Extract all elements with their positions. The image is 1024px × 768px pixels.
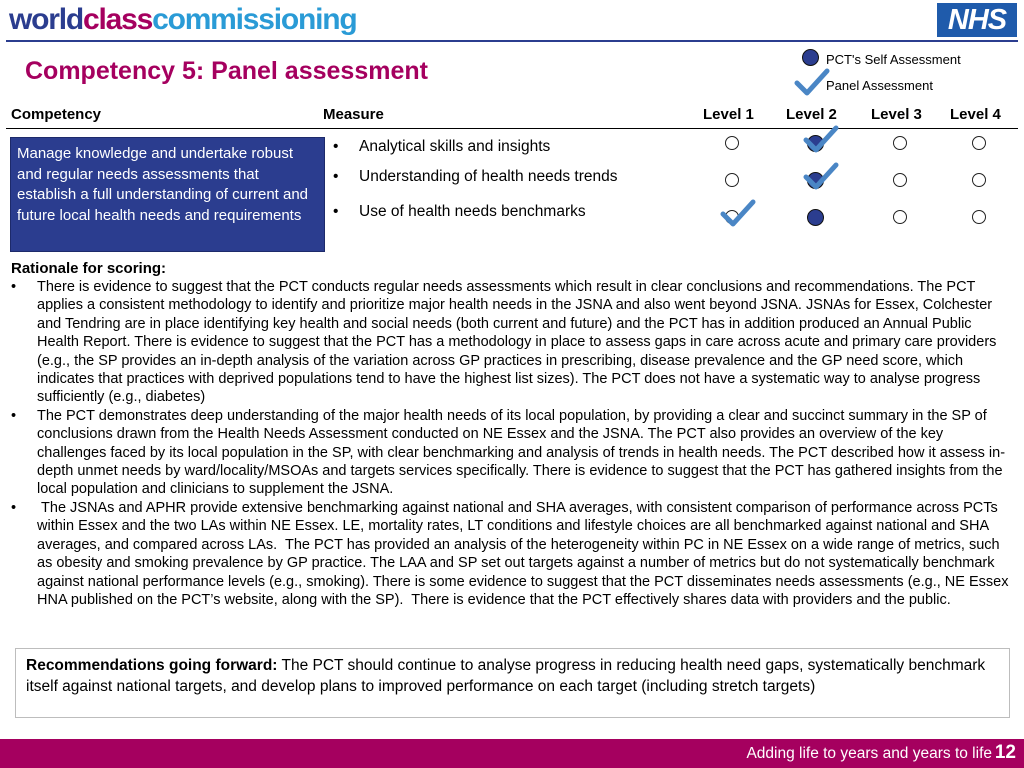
rationale-text: The PCT demonstrates deep understanding of the major health needs of its local population, by providing a clear and succinct summary in the SP of conclusions drawn from the Health Needs Assessment conducted on NE Essex and the JSNA. The PCT also provides an overview of the key challenges faced by its local population in the SP, with clear benchmarking and analysis of trends in health needs. The PCT described how it assess in-depth unmet needs by ward/locality/MSOAs and targets services specifically. There is evidence to suggest that the PCT has gathered insights from the local population and clinicians to supplement the JSNA. (37, 407, 1006, 498)
rationale-item (11, 499, 1011, 609)
filled-circle-icon (802, 49, 819, 66)
page-number: 12 (994, 742, 1016, 763)
measure-row-1 (333, 138, 550, 156)
recommendations-box (15, 648, 1010, 718)
level-option-circle (972, 136, 986, 150)
measure-label: Use of health needs benchmarks (359, 203, 586, 220)
panel-assessment-check-icon (803, 160, 839, 192)
legend-panel-label: Panel Assessment (826, 77, 933, 93)
checkmark-icon (794, 66, 830, 98)
level-option-circle (893, 173, 907, 187)
legend (800, 46, 961, 98)
measure-label: Analytical skills and insights (359, 138, 551, 155)
bullet-dot: • (11, 407, 17, 424)
header-measure: Measure (323, 106, 384, 123)
legend-self-label: PCT's Self Assessment (826, 51, 961, 67)
bullet-dot: • (333, 138, 339, 155)
level-option-circle (893, 210, 907, 224)
rationale-list (11, 278, 1011, 609)
recommendations-label: Recommendations going forward: (26, 657, 278, 674)
footer-tagline: Adding life to years and years to life (746, 745, 992, 762)
header-level-2: Level 2 (786, 106, 837, 123)
world-class-commissioning-logo: worldclasscommissioning (9, 3, 357, 36)
nhs-logo: NHS (937, 3, 1017, 37)
bullet-dot: • (11, 279, 17, 295)
table-header-rule (6, 128, 1018, 129)
rationale-title: Rationale for scoring: (11, 260, 167, 277)
page-title: Competency 5: Panel assessment (25, 57, 428, 85)
footer-bar (0, 739, 1024, 768)
level-option-circle (725, 173, 739, 187)
level-option-circle (972, 210, 986, 224)
rationale-item (11, 278, 1011, 407)
rationale-text: The JSNAs and APHR provide extensive benchmarking against national and SHA averages, with consistent comparison of performance across PCTs within Essex and the two LAs within NE Essex. LE, mortality rates, LT conditions and lifestyle choices are all benchmarked against national and SHA averages, and compared across LAs. The PCT has provided an analysis of the heterogeneity within PC in NE Essex on a wide range of metrics, such as obesity and smoking prevalence by GP practice. The LAA and SP set out targets against a number of metrics but do not systematically benchmark against national performance levels (e.g., smoking). There is some evidence to suggest that the PCT disseminates needs assessments (e.g., NE Essex HNA published on the PCT’s website, along with the SP). There is evidence that the PCT effectively shares data with providers and the public. (37, 499, 1013, 608)
rationale-item (11, 407, 1011, 499)
level-option-circle (725, 136, 739, 150)
legend-panel-assessment (800, 72, 961, 98)
bullet-dot: • (11, 499, 17, 516)
competency-description: Manage knowledge and undertake robust and regular needs assessments that establish a full understanding of current and future local health needs and requirements (10, 137, 325, 252)
panel-assessment-check-icon (720, 197, 756, 229)
header-level-3: Level 3 (871, 106, 922, 123)
rationale-text: There is evidence to suggest that the PCT conducts regular needs assessments which result in clear conclusions and recommendations. The PCT applies a consistent methodology to identify and prioritize major health needs in the JSNA and also went beyond JSNA. JSNAs for Essex, Colchester and Tendring are in place identifying key health and social needs (both current and future) and the PCT has in addition produced an Annual Public Health Report. There is evidence to suggest that the PCT has a methodology in place to assess gaps in care across acute and primary care providers (e.g., the SP provides an in-depth analysis of the variation across GP practices in prescribing, disease prevalence and the GP need score, which indicates that practices with deprived populations tend to have the highest list sizes). The PCT does not have a systematic way to analyse progress sufficiently (e.g., diabetes) (37, 279, 997, 406)
level-option-circle (972, 173, 986, 187)
header-level-4: Level 4 (950, 106, 1001, 123)
bullet-dot: • (333, 203, 339, 220)
bullet-dot: • (333, 168, 339, 185)
measure-row-3 (333, 203, 586, 221)
level-option-circle (893, 136, 907, 150)
header-divider (6, 40, 1018, 42)
panel-assessment-check-icon (803, 123, 839, 155)
measure-label: Understanding of health needs trends (359, 168, 618, 185)
header-competency: Competency (11, 106, 102, 123)
self-assessment-mark (807, 209, 824, 226)
recommendations-text: The PCT should continue to analyse progress in reducing health need gaps, systematically benchmark itself against national targets, and develop plans to improved performance on each target (including stretch targets) (26, 657, 986, 695)
measure-row-2 (333, 168, 618, 186)
header-level-1: Level 1 (703, 106, 754, 123)
